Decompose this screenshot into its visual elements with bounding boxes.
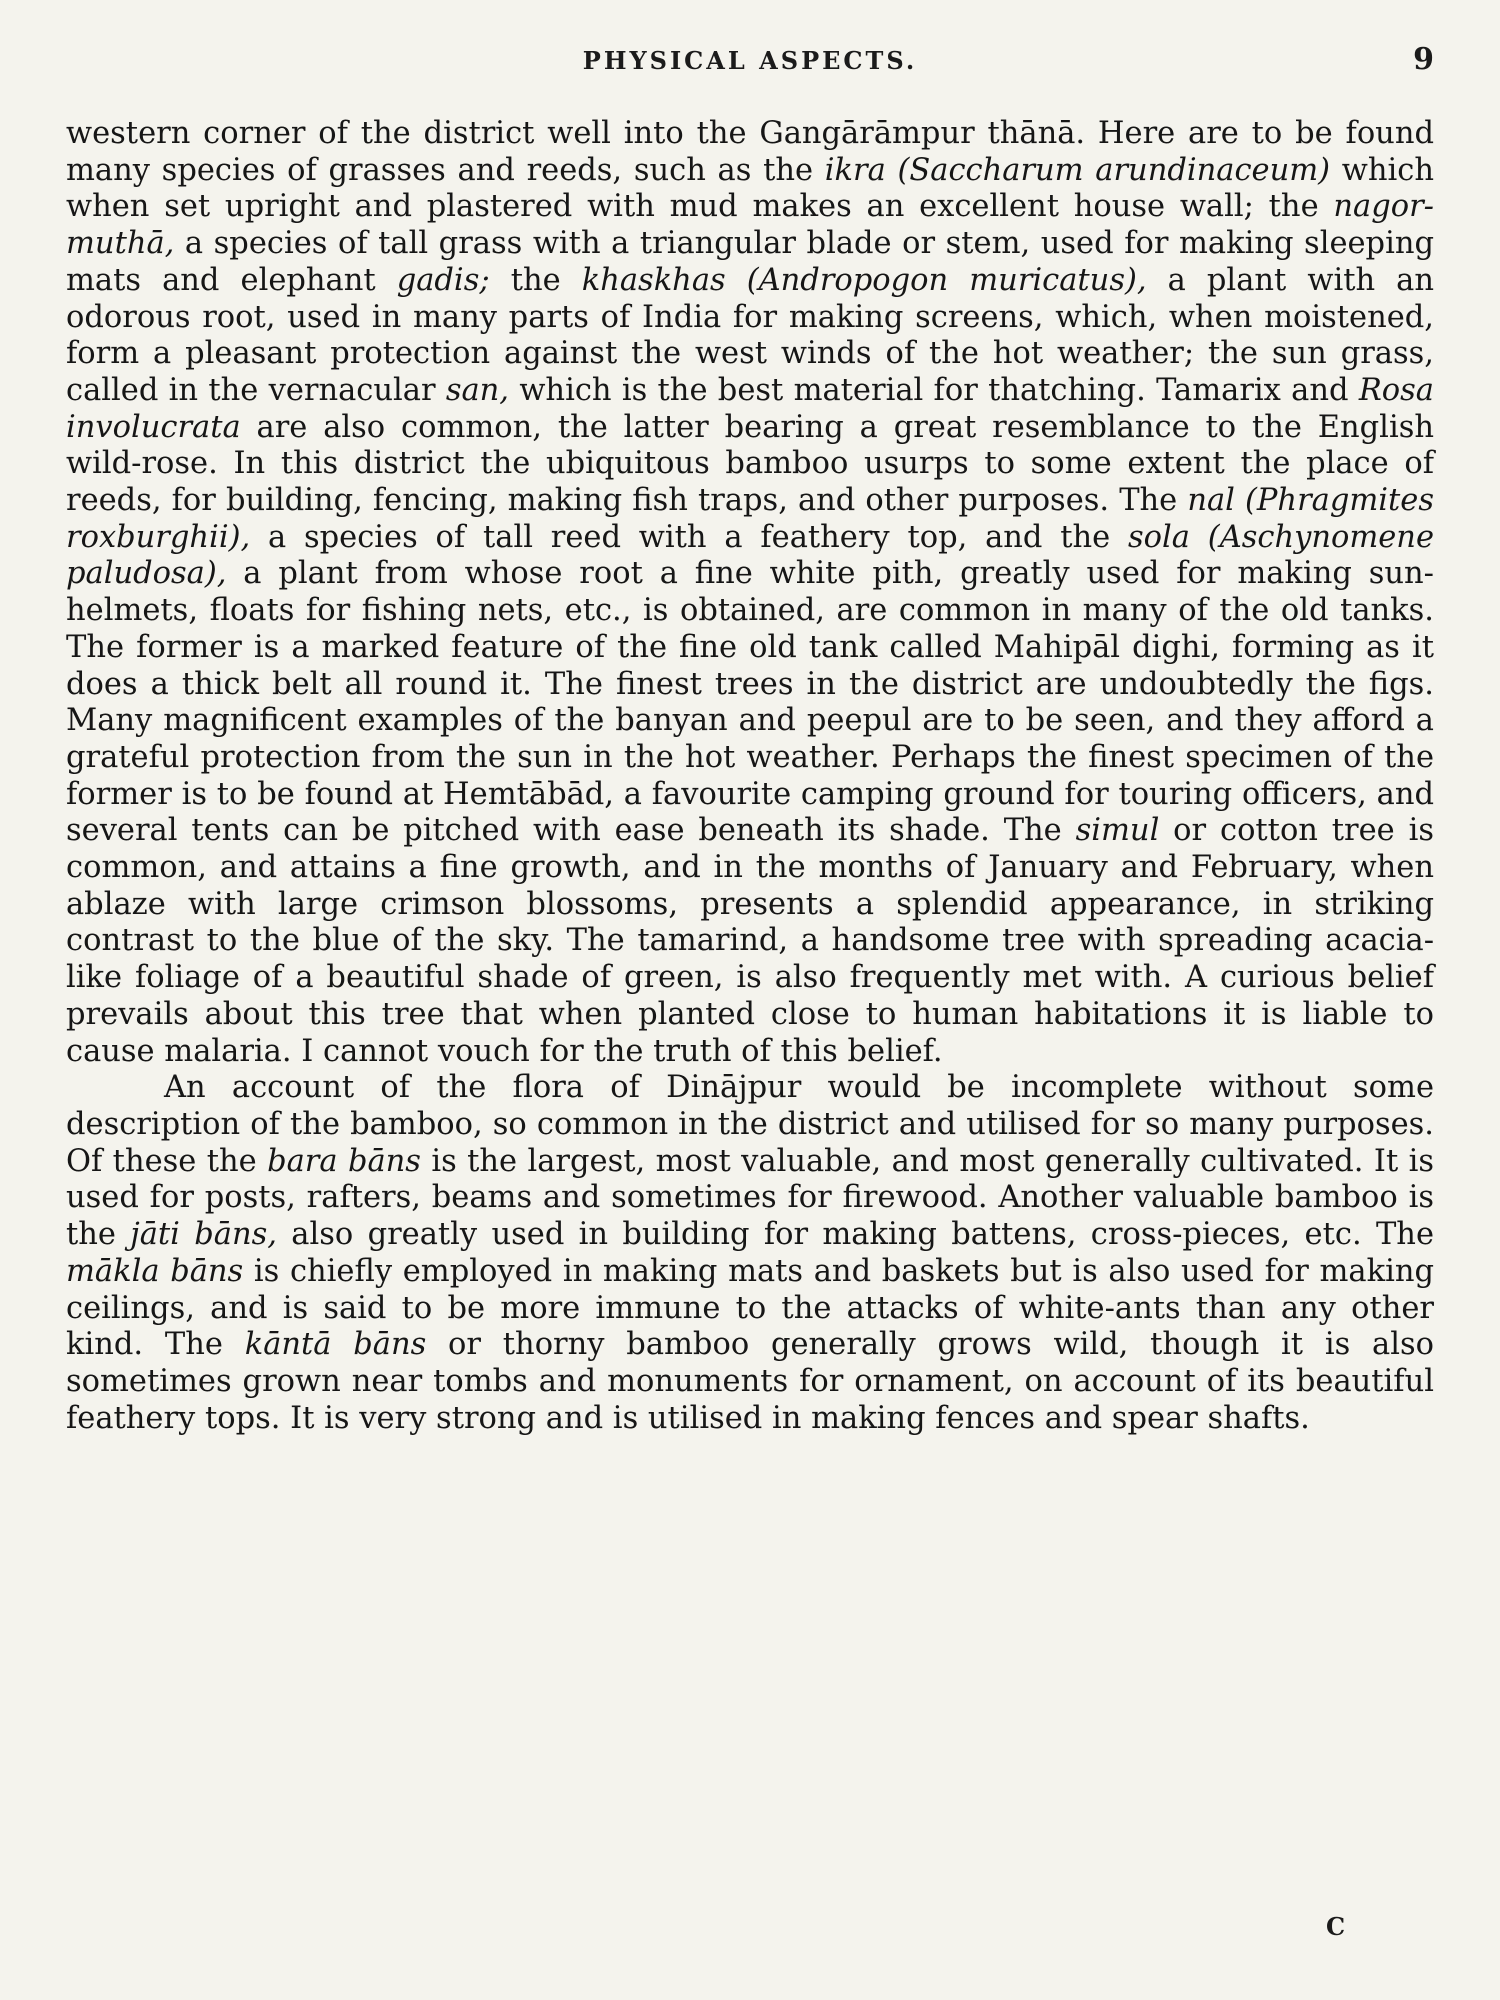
- text-run: or thorny bamboo generally grows wild, though it is also sometimes grown near tombs and monuments for ornament, on account of its beautiful feathery tops. It is very strong and is utilised in making fences and spear shafts.: [66, 1327, 1434, 1436]
- italic-term: bara bāns: [267, 1143, 421, 1179]
- text-run: is chiefly employed in making mats and baskets but is also used for making ceilings, and is said to be more immune to the attacks of white-ants than any other kind. The: [66, 1253, 1434, 1363]
- text-run: is the largest, most valuable, and most generally cultivated. It is used for posts, rafters, beams and sometimes for firewood. Another valuable bamboo is the: [66, 1143, 1434, 1253]
- italic-term: khaskhas (Andropogon muricatus),: [581, 262, 1147, 298]
- text-run: or cotton tree is common, and attains a fine growth, and in the months of January and February, when ablaze with large crimson blossoms, presents a splendid appearance, in striking contrast to the blue of the sky. The tamarind, a handsome tree with spreading acacia-like foliage of a beautiful shade of green, is also frequently met with. A curious belief prevails about this tree that when planted close to human habitations it is liable to cause malaria. I cannot vouch for the truth of this belief.: [66, 813, 1434, 1069]
- text-run: the: [489, 262, 582, 298]
- signature-mark: C: [1326, 1912, 1346, 1941]
- text-run: are also common, the latter bearing a great resemblance to the English wild-rose. In this district the ubiquitous bamboo usurps to some extent the place of reeds, for building, fencing, making fish traps, and other purposes. The: [66, 409, 1434, 519]
- italic-term: gadis;: [396, 262, 490, 298]
- text-run: An account of the flora of Dinājpur would be incomplete without some description of the bamboo, so common in the district and utilised for so many purposes. Of these the: [66, 1070, 1434, 1179]
- body-text: [66, 116, 1434, 1437]
- text-run: which is the best material for thatching. Tamarix and: [509, 372, 1359, 408]
- italic-term: simul: [1075, 813, 1160, 849]
- text-run: also greatly used in building for making battens, cross-pieces, etc. The: [276, 1217, 1435, 1253]
- text-run: western corner of the district well into the Gangārāmpur thānā. Here are to be found many species of grasses and reeds, such as the: [66, 116, 1434, 188]
- italic-term: sola (Aschynomene paludosa),: [66, 519, 1434, 592]
- italic-term: mākla bāns: [66, 1253, 244, 1289]
- paragraph: [66, 116, 1434, 1070]
- italic-term: nagor-muthā,: [66, 189, 1434, 262]
- italic-term: jāti bāns,: [130, 1217, 277, 1253]
- text-run: a species of tall reed with a feathery top, and the: [250, 519, 1129, 555]
- running-title: PHYSICAL ASPECTS.: [582, 46, 918, 75]
- italic-term: kāntā bāns: [244, 1327, 427, 1363]
- running-head: [0, 42, 1500, 82]
- text-run: a species of tall grass with a triangular blade or stem, used for making sleeping mats and elephant: [66, 226, 1434, 298]
- page-number: 9: [1413, 42, 1434, 77]
- text-run: a plant from whose root a fine white pith, greatly used for making sun-helmets, floats for fishing nets, etc., is obtained, are common in many of the old tanks. The former is a marked feature of the fine old tank called Mahipāl dighi, forming as it does a thick belt all round it. The finest trees in the district are undoubtedly the figs. Many magnificent examples of the banyan and peepul are to be seen, and they afford a grateful protection from the sun in the hot weather. Perhaps the finest specimen of the former is to be found at Hemtābād, a favourite camping ground for touring officers, and several tents can be pitched with ease beneath its shade. The: [66, 556, 1434, 849]
- italic-term: nal (Phragmites roxburghii),: [66, 483, 1434, 555]
- italic-term: Rosa involucrata: [66, 372, 1434, 445]
- italic-term: san,: [445, 372, 510, 408]
- paragraph: [66, 1070, 1434, 1437]
- text-run: a plant with an odorous root, used in many parts of India for making screens, which, when moistened, form a pleasant protection against the west winds of the hot weather; the sun grass, called in the vernacular: [66, 262, 1435, 408]
- italic-term: ikra (Saccharum arundinaceum): [824, 152, 1331, 188]
- text-run: which when set upright and plastered with mud makes an excellent house wall; the: [66, 152, 1434, 225]
